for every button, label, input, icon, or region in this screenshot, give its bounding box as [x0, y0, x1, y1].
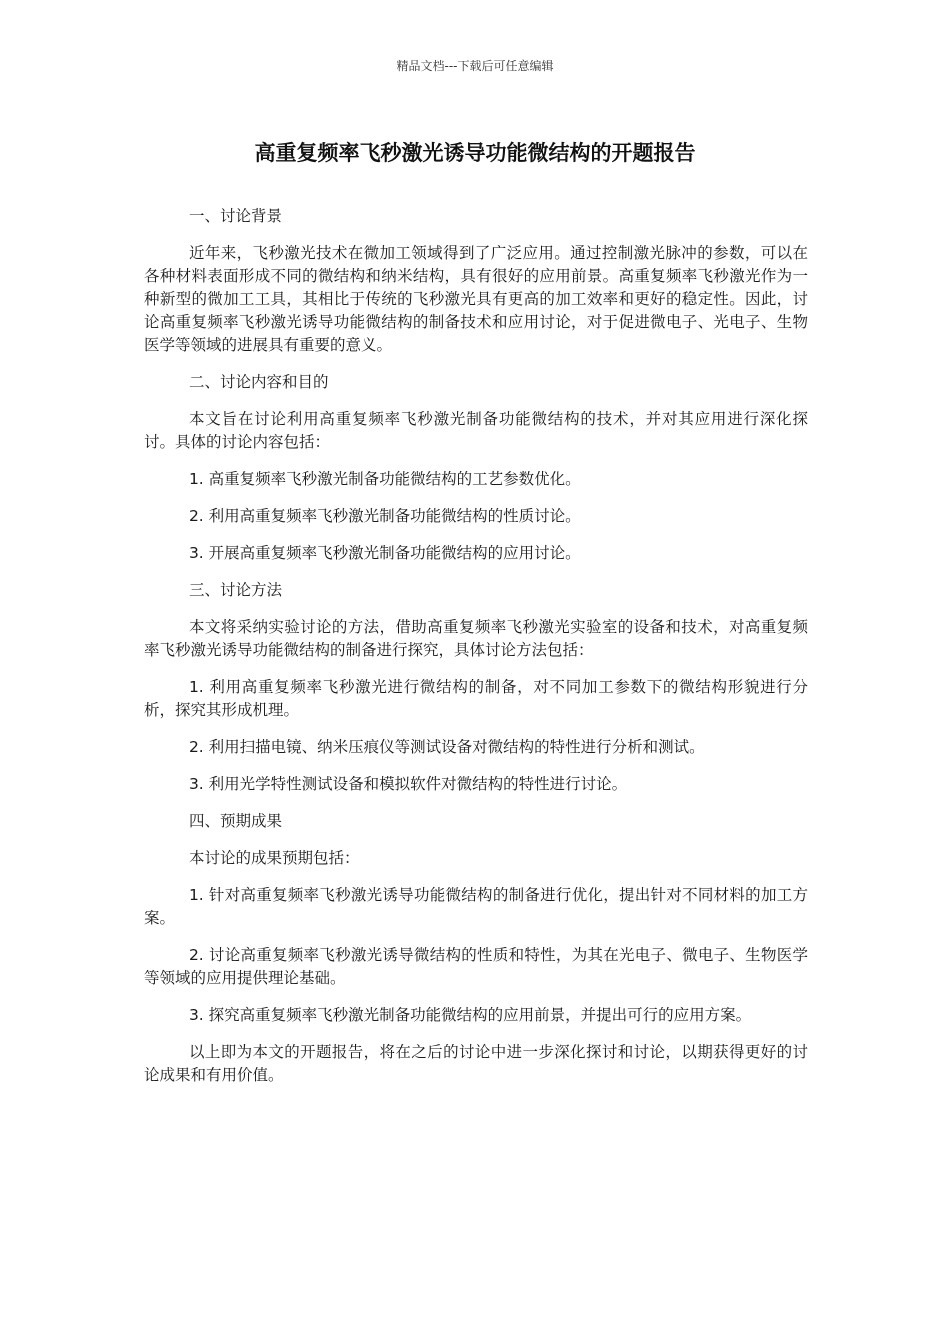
results-list-item-1: 1. 针对高重复频率飞秒激光诱导功能微结构的制备进行优化，提出针对不同材料的加工方案。 — [144, 886, 808, 927]
document-title: 高重复频率飞秒激光诱导功能微结构的开题报告 — [254, 141, 696, 165]
method-list-item-3: 3. 利用光学特性测试设备和模拟软件对微结构的特性进行讨论。 — [188, 775, 628, 793]
results-list-item-2: 2. 讨论高重复频率飞秒激光诱导微结构的性质和特性，为其在光电子、微电子、生物医学等领域的应用提供理论基础。 — [144, 946, 808, 987]
method-list-item-2: 2. 利用扫描电镜、纳米压痕仪等测试设备对微结构的特性进行分析和测试。 — [188, 738, 705, 756]
section-heading-content-purpose: 二、讨论内容和目的 — [188, 373, 329, 391]
header-note: 精品文档---下载后可任意编辑 — [396, 59, 554, 73]
content-list-item-3: 3. 开展高重复频率飞秒激光制备功能微结构的应用讨论。 — [188, 544, 581, 562]
section-heading-method: 三、讨论方法 — [188, 581, 282, 599]
content-intro-paragraph: 本文旨在讨论利用高重复频率飞秒激光制备功能微结构的技术，并对其应用进行深化探讨。具体的讨论内容包括： — [144, 410, 808, 451]
document-body — [144, 205, 808, 1101]
section-heading-expected-results: 四、预期成果 — [188, 812, 282, 830]
section-heading-background: 一、讨论背景 — [188, 207, 282, 225]
content-list-item-1: 1. 高重复频率飞秒激光制备功能微结构的工艺参数优化。 — [188, 470, 581, 488]
results-list-item-3: 3. 探究高重复频率飞秒激光制备功能微结构的应用前景，并提出可行的应用方案。 — [188, 1006, 752, 1024]
content-list-item-2: 2. 利用高重复频率飞秒激光制备功能微结构的性质讨论。 — [188, 507, 581, 525]
method-list-item-1: 1. 利用高重复频率飞秒激光进行微结构的制备，对不同加工参数下的微结构形貌进行分析，探究其形成机理。 — [144, 678, 808, 719]
results-intro-paragraph: 本讨论的成果预期包括： — [188, 849, 360, 867]
conclusion-paragraph: 以上即为本文的开题报告，将在之后的讨论中进一步深化探讨和讨论，以期获得更好的讨论成果和有用价值。 — [144, 1043, 808, 1084]
background-paragraph: 近年来，飞秒激光技术在微加工领域得到了广泛应用。通过控制激光脉冲的参数，可以在各种材料表面形成不同的微结构和纳米结构，具有很好的应用前景。高重复频率飞秒激光作为一种新型的微加工工具，其相比于传统的飞秒激光具有更高的加工效率和更好的稳定性。因此，讨论高重复频率飞秒激光诱导功能微结构的制备技术和应用讨论，对于促进微电子、光电子、生物医学等领域的进展具有重要的意义。 — [144, 244, 808, 354]
method-intro-paragraph: 本文将采纳实验讨论的方法，借助高重复频率飞秒激光实验室的设备和技术，对高重复频率飞秒激光诱导功能微结构的制备进行探究，具体讨论方法包括： — [144, 618, 808, 659]
